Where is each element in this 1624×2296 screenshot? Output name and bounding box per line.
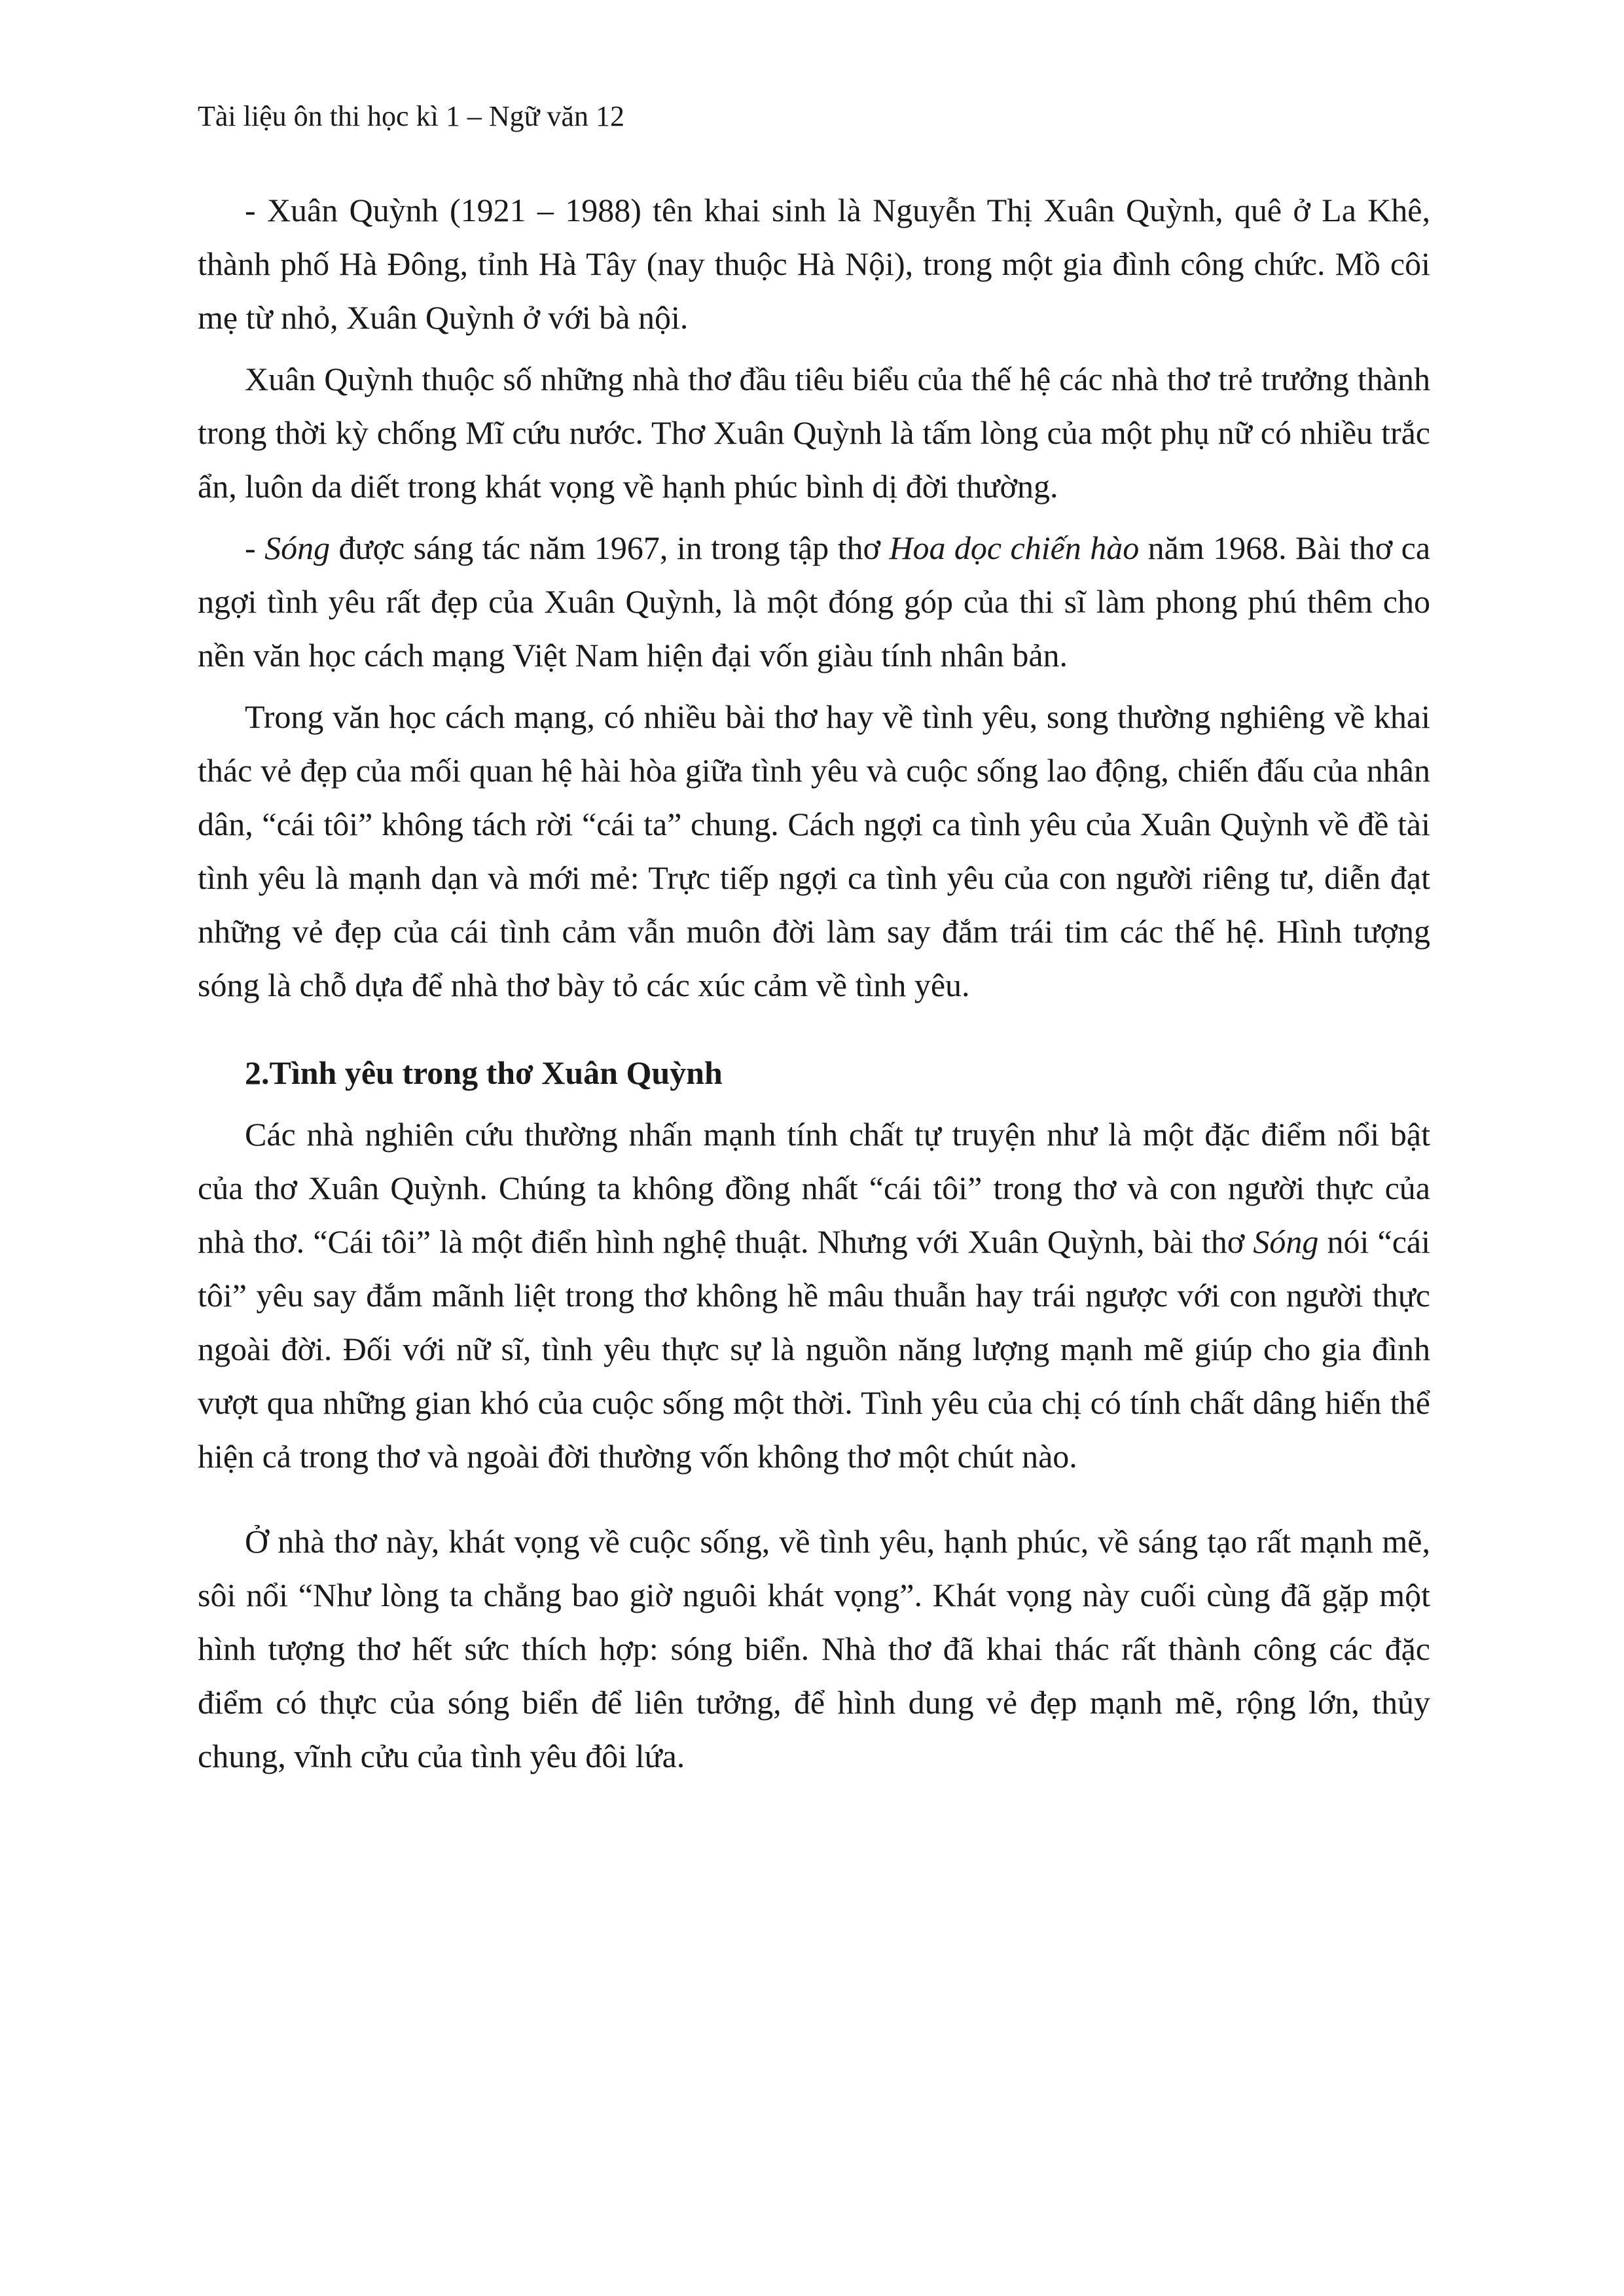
text-run: - — [245, 529, 265, 566]
text-run: Các nhà nghiên cứu thường nhấn mạnh tính chất tự truyện như là một đặc điểm nổi bật của thơ Xuân Quỳnh. Chúng ta không đồng nhất “cái tôi” trong thơ và con người thực của nhà thơ. “Cái tôi” là một điển hình nghệ thuật. Nhưng với Xuân Quỳnh, bài thơ — [198, 1116, 1430, 1260]
poem-title-song: Sóng — [264, 529, 331, 566]
paragraph-autobiographical — [198, 1107, 1430, 1483]
paragraph-aspiration: Ở nhà thơ này, khát vọng về cuộc sống, về tình yêu, hạnh phúc, về sáng tạo rất mạnh mẽ, sôi nổi “Như lòng ta chẳng bao giờ nguôi khát vọng”. Khát vọng này cuối cùng đã gặp một hình tượng thơ hết sức thích hợp: sóng biển. Nhà thơ đã khai thác rất thành công các đặc điểm có thực của sóng biển để liên tưởng, để hình dung vẻ đẹp mạnh mẽ, rộng lớn, thủy chung, vĩnh cửu của tình yêu đôi lứa. — [198, 1523, 1430, 1774]
paragraph-author-style: Xuân Quỳnh thuộc số những nhà thơ đầu tiêu biểu của thế hệ các nhà thơ trẻ trưởng thành trong thời kỳ chống Mĩ cứu nước. Thơ Xuân Quỳnh là tấm lòng của một phụ nữ có nhiều trắc ẩn, luôn da diết trong khát vọng về hạnh phúc bình dị đời thường. — [198, 361, 1430, 505]
text-run: năm 1968. Bài thơ ca ngợi tình yêu rất đẹp của Xuân Quỳnh, là một đóng góp của thi sĩ làm phong phú thêm cho nền văn học cách mạng Việt Nam hiện đại vốn giàu tính nhân bản. — [198, 529, 1431, 673]
collection-title: Hoa dọc chiến hào — [889, 529, 1140, 566]
text-run: nói “cái tôi” yêu say đắm mãnh liệt trong thơ không hề mâu thuẫn hay trái ngược với con người thực ngoài đời. Đối với nữ sĩ, tình yêu thực sự là nguồn năng lượng mạnh mẽ giúp cho gia đình vượt qua những gian khó của cuộc sống một thời. Tình yêu của chị có tính chất dâng hiến thể hiện cả trong thơ và ngoài đời thường vốn không thơ một chút nào. — [198, 1223, 1430, 1475]
section-heading: 2.Tình yêu trong thơ Xuân Quỳnh — [245, 1054, 723, 1091]
poem-title-song: Sóng — [1253, 1223, 1319, 1260]
paragraph-revolutionary-literature: Trong văn học cách mạng, có nhiều bài thơ hay về tình yêu, song thường nghiêng về khai thác vẻ đẹp của mối quan hệ hài hòa giữa tình yêu và cuộc sống lao động, chiến đấu của nhân dân, “cái tôi” không tách rời “cái ta” chung. Cách ngợi ca tình yêu của Xuân Quỳnh về đề tài tình yêu là mạnh dạn và mới mẻ: Trực tiếp ngợi ca tình yêu của con người riêng tư, diễn đạt những vẻ đẹp của cái tình cảm vẫn muôn đời làm say đắm trái tim các thế hệ. Hình tượng sóng là chỗ dựa để nhà thơ bày tỏ các xúc cảm về tình yêu. — [198, 698, 1430, 1003]
running-header: Tài liệu ôn thi học kì 1 – Ngữ văn 12 — [198, 100, 624, 132]
document-body — [198, 183, 1430, 1783]
text-run: được sáng tác năm 1967, in trong tập thơ — [330, 529, 890, 566]
paragraph-author-bio: - Xuân Quỳnh (1921 – 1988) tên khai sinh là Nguyễn Thị Xuân Quỳnh, quê ở La Khê, thành phố Hà Đông, tỉnh Hà Tây (nay thuộc Hà Nội), trong một gia đình công chức. Mồ côi mẹ từ nhỏ, Xuân Quỳnh ở với bà nội. — [198, 192, 1430, 336]
paragraph-poem-context — [198, 521, 1430, 682]
